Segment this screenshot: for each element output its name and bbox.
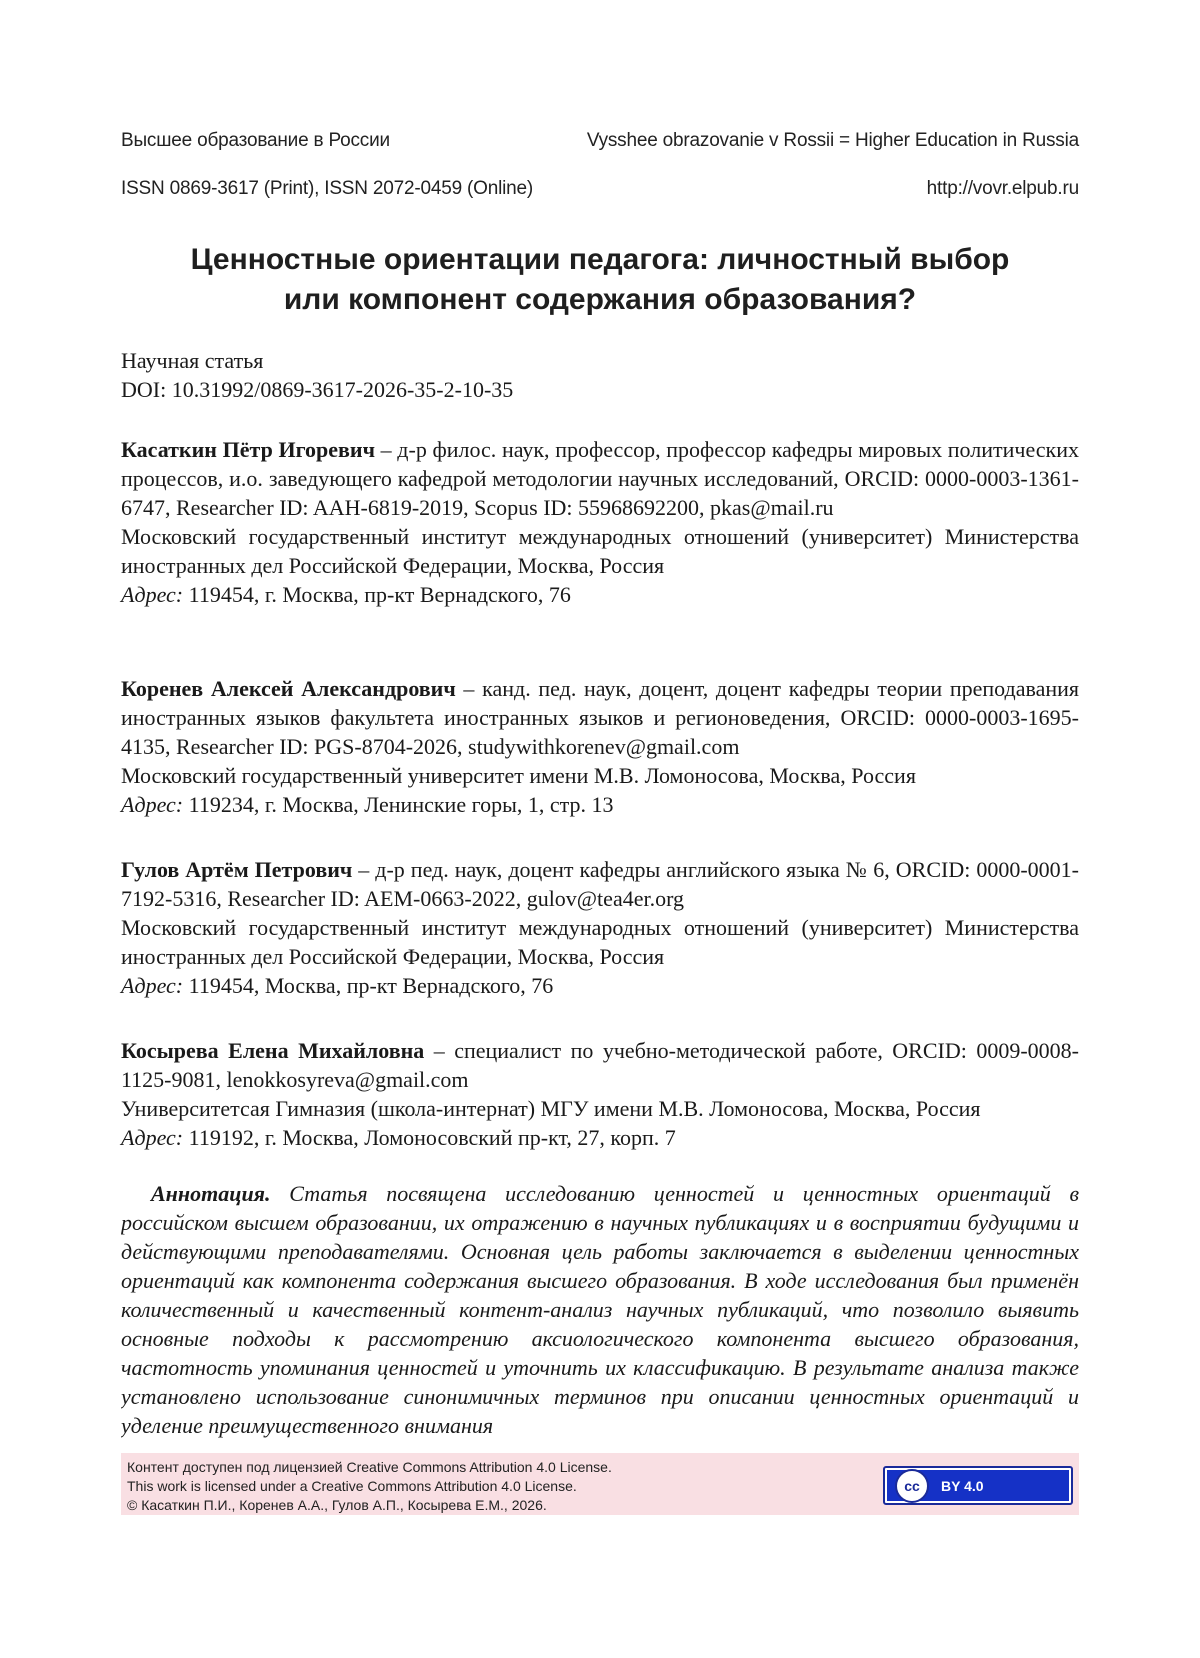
- license-line-en: This work is licensed under a Creative Commons Attribution 4.0 License.: [127, 1478, 577, 1494]
- article-title: [121, 240, 1079, 320]
- copyright-line: © Касаткин П.И., Коренев А.А., Гулов А.П., Косырева Е.М., 2026.: [127, 1497, 547, 1513]
- author-bio: [121, 435, 1079, 522]
- author-bio: [121, 1036, 1079, 1094]
- author-affiliation: Университетсая Гимназия (школа-интернат) МГУ имени М.В. Ломоносова, Москва, Россия: [121, 1096, 981, 1121]
- article-type: Научная статья: [121, 348, 264, 373]
- address-label: Адрес:: [121, 973, 184, 998]
- author-address: [121, 580, 1079, 609]
- author-affiliation: Московский государственный институт международных отношений (университет) Министерства иностранных дел Российской Федерации, Москва, Россия: [121, 915, 1079, 969]
- author-details: – д-р филос. наук, профессор, профессор кафедры мировых политических процессов, и.о. заведующего кафедрой методологии научных исследований, ORCID: 0000-0003-1361-6747, Researcher ID: AAH-6819-2019, Scopus ID: 55968692200, pkas@mail.ru: [121, 437, 1079, 520]
- issn-header: [121, 178, 1079, 200]
- author-block: [121, 674, 1079, 819]
- author-name: Коренев Алексей Александрович: [121, 676, 456, 701]
- author-block: [121, 435, 1079, 609]
- abstract-label: Аннотация.: [151, 1181, 271, 1206]
- author-affiliation: Московский государственный институт международных отношений (университет) Министерства иностранных дел Российской Федерации, Москва, Россия: [121, 524, 1079, 578]
- author-address: [121, 790, 1079, 819]
- author-affiliation: Московский государственный университет имени М.В. Ломоносова, Москва, Россия: [121, 763, 916, 788]
- cc-badge-inner: [887, 1470, 1069, 1501]
- address-value: 119454, г. Москва, пр-кт Вернадского, 76: [183, 582, 571, 607]
- author-bio: [121, 855, 1079, 913]
- author-details: – д-р пед. наук, доцент кафедры английского языка № 6, ORCID: 0000-0001-7192-5316, Researcher ID: AEM-0663-2022, gulov@tea4er.org: [121, 857, 1079, 911]
- author-bio: [121, 674, 1079, 761]
- address-label: Адрес:: [121, 1125, 184, 1150]
- cc-badge-label: BY 4.0: [941, 1477, 984, 1494]
- license-line-ru: Контент доступен под лицензией Creative Commons Attribution 4.0 License.: [127, 1459, 612, 1475]
- journal-title-en: Vysshee obrazovanie v Rossii = Higher Education in Russia: [586, 130, 1079, 151]
- author-name: Гулов Артём Петрович: [121, 857, 353, 882]
- cc-by-badge[interactable]: [883, 1466, 1073, 1505]
- journal-url[interactable]: http://vovr.elpub.ru: [926, 178, 1079, 199]
- abstract-text: Статья посвящена исследованию ценностей и ценностных ориентаций в российском высшем образовании, их отражению в научных публикациях и в восприятии будущими и действующими преподавателями. Основная цель работы заключается в выделении ценностных ориентаций как компонента содержания высшего образования. В ходе исследования был применён количественный и качественный контент-анализ научных публикаций, что позволило выявить основные подходы к рассмотрению аксиологического компонента высшего образования, частотность упоминания ценностей и уточнить их классификацию. В результате анализа также установлено использование синонимичных терминов при описании ценностных ориентаций и уделение преимущественного внимания: [121, 1181, 1079, 1438]
- author-details: – специалист по учебно-методической работе, ORCID: 0009-0008-1125-9081, lenokkosyreva@gmail.com: [121, 1038, 1079, 1092]
- article-title-line-2: или компонент содержания образования?: [283, 283, 917, 316]
- address-value: 119192, г. Москва, Ломоносовский пр-кт, 27, корп. 7: [183, 1125, 676, 1150]
- address-label: Адрес:: [121, 792, 184, 817]
- author-name: Косырева Елена Михайловна: [121, 1038, 425, 1063]
- author-address: [121, 971, 1079, 1000]
- article-title-line-1: Ценностные ориентации педагога: личностный выбор: [190, 243, 1010, 276]
- issn-text: ISSN 0869-3617 (Print), ISSN 2072-0459 (Online): [121, 178, 533, 199]
- author-name: Касаткин Пётр Игоревич: [121, 437, 375, 462]
- author-address: [121, 1123, 1079, 1152]
- author-details: – канд. пед. наук, доцент, доцент кафедры теории преподавания иностранных языков факультета иностранных языков и регионоведения, ORCID: 0000-0003-1695-4135, Researcher ID: PGS-8704-2026, studywithkorenev@gmail.com: [121, 676, 1079, 759]
- author-block: [121, 855, 1079, 1000]
- journal-title-ru: Высшее образование в России: [121, 130, 390, 151]
- doi-link[interactable]: DOI: 10.31992/0869-3617-2026-35-2-10-35: [121, 377, 514, 402]
- abstract: [121, 1179, 1079, 1440]
- article-meta: [121, 346, 1079, 404]
- author-block: [121, 1036, 1079, 1152]
- running-header: [121, 130, 1079, 152]
- creative-commons-icon: cc: [895, 1469, 929, 1503]
- address-value: 119454, Москва, пр-кт Вернадского, 76: [183, 973, 554, 998]
- address-value: 119234, г. Москва, Ленинские горы, 1, стр. 13: [183, 792, 614, 817]
- address-label: Адрес:: [121, 582, 184, 607]
